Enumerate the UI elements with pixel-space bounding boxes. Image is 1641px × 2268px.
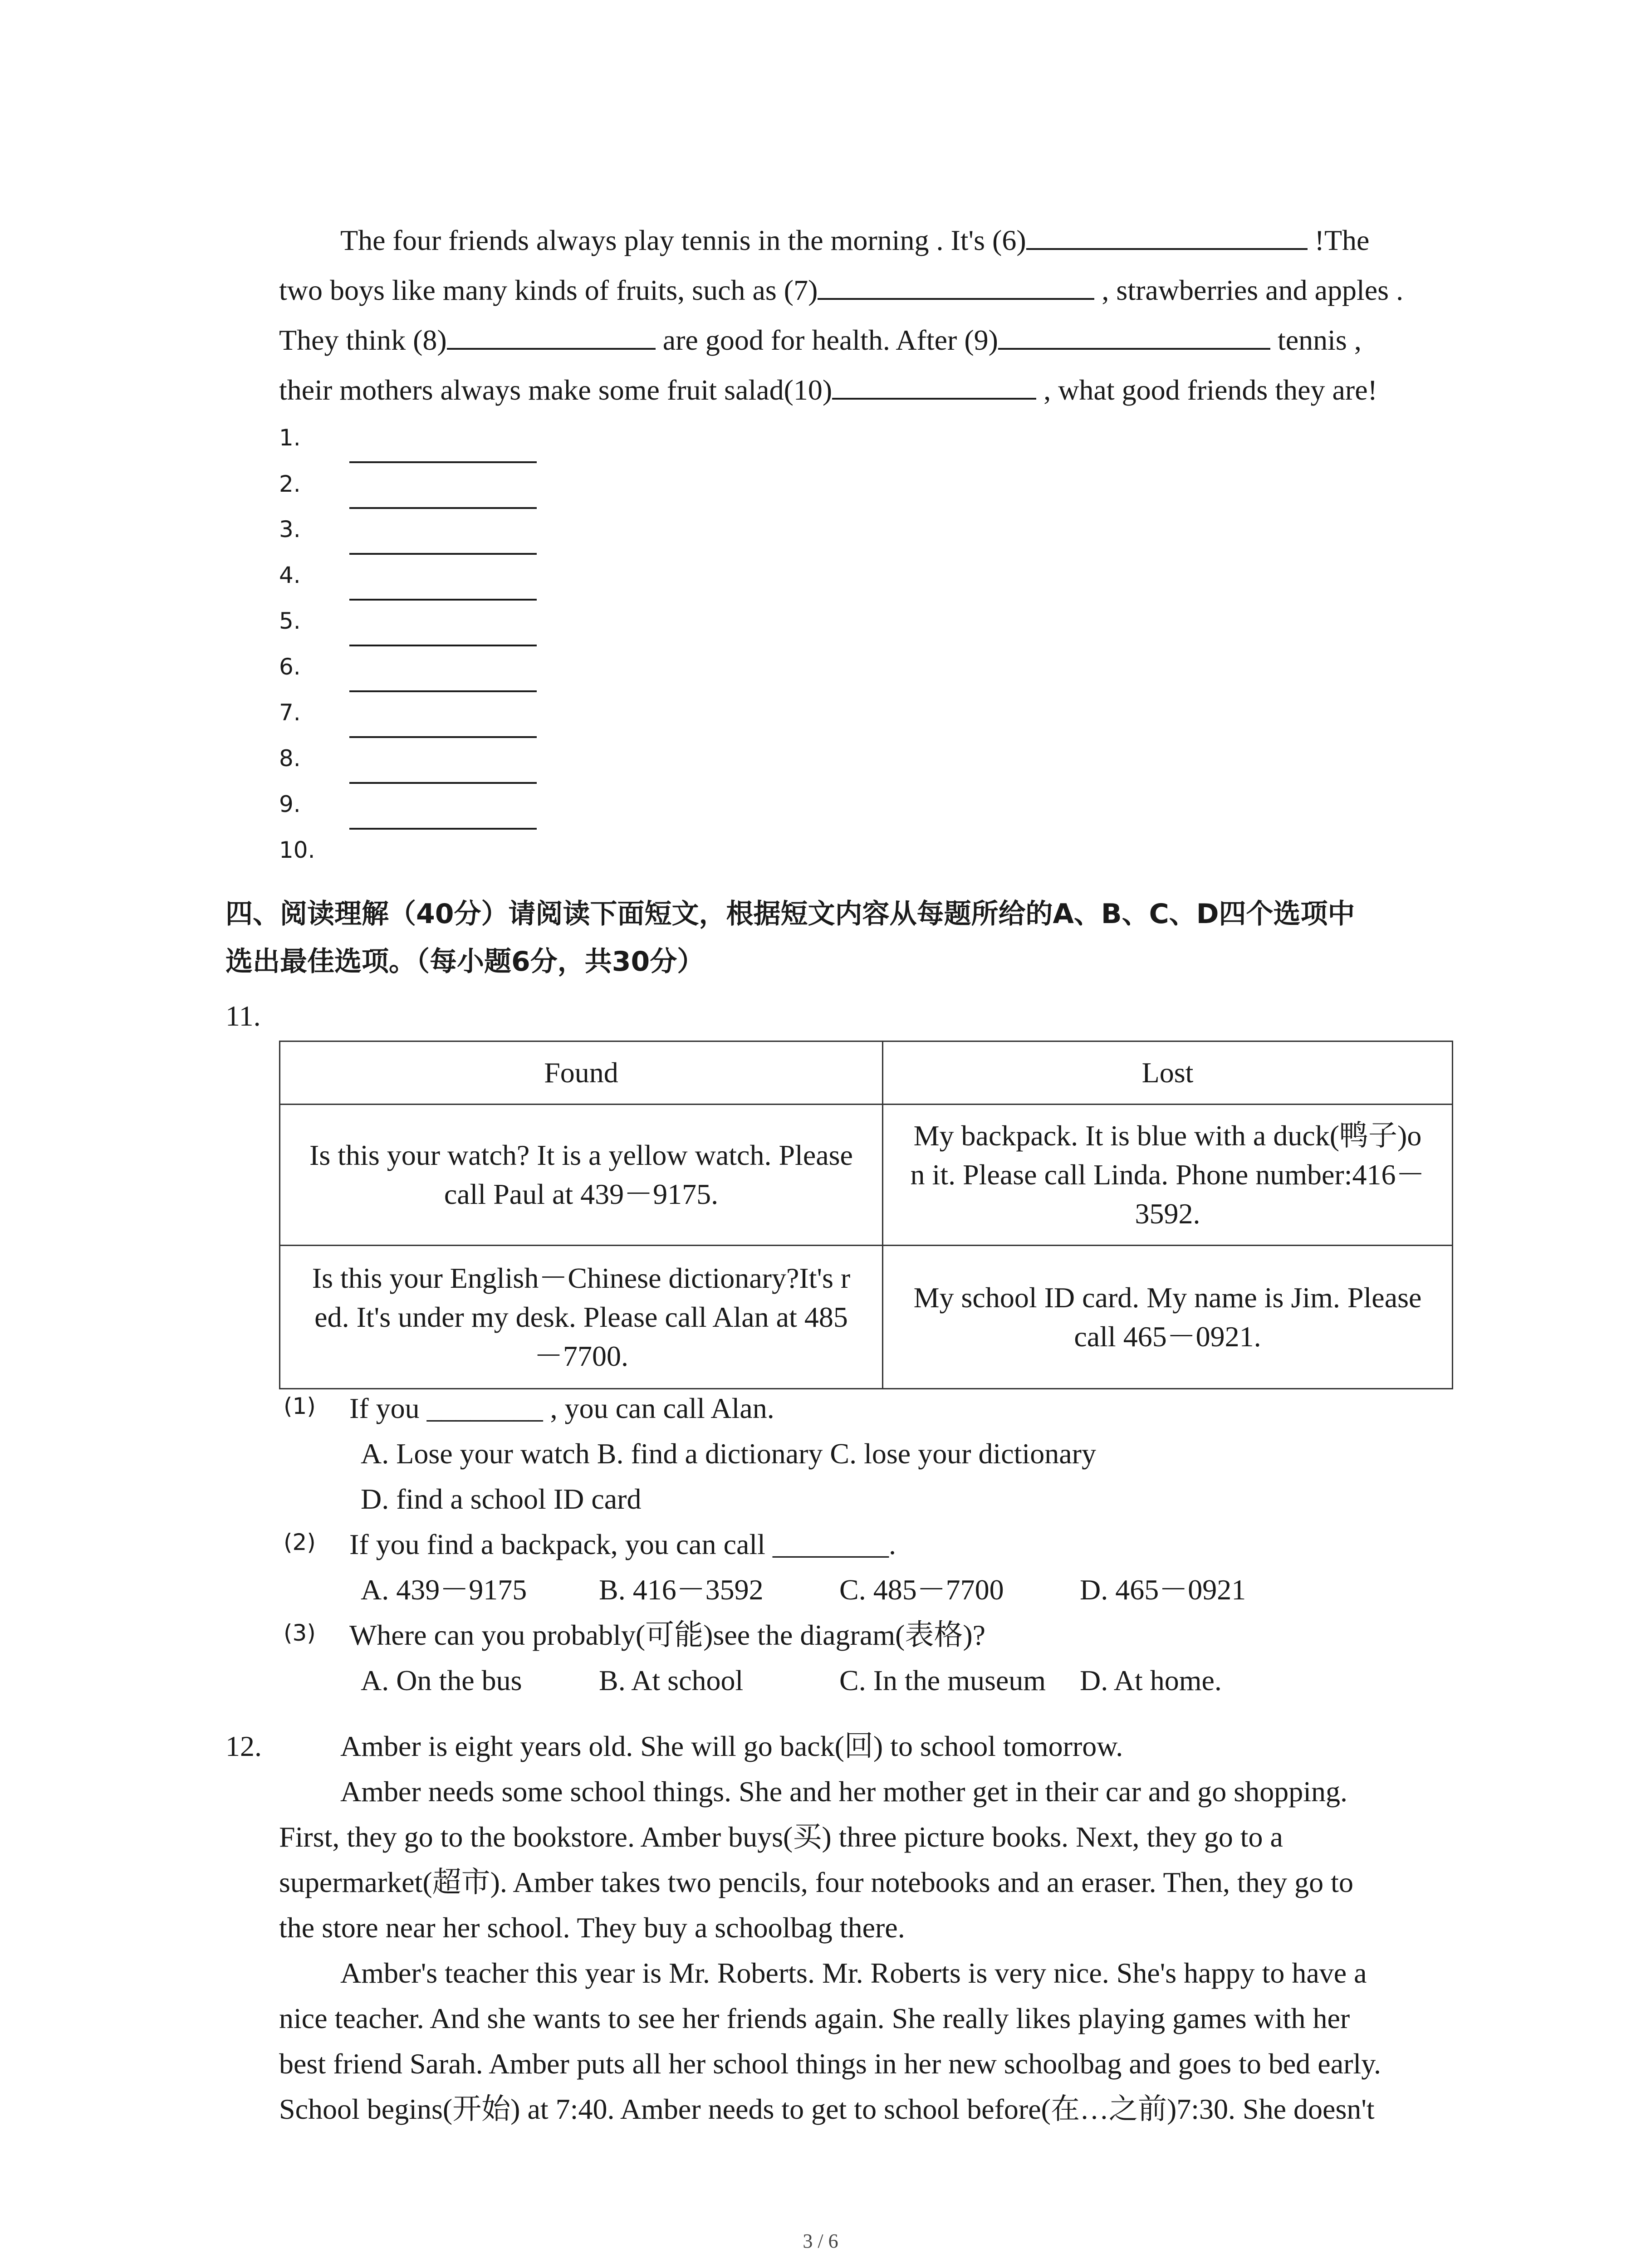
cell-line: n it. Please call Linda. Phone number:416－ <box>910 1158 1425 1191</box>
reading-line: Amber needs some school things. She and her mother get in their car and go shopping. <box>340 1775 1347 1808</box>
table-header-row <box>280 1041 1453 1105</box>
answer-line-7[interactable] <box>349 736 537 738</box>
cell-line: My school ID card. My name is Jim. Please <box>913 1281 1422 1314</box>
cell-line: call Paul at 439－9175. <box>444 1178 719 1210</box>
cell-line: call 465－0921. <box>1074 1320 1261 1353</box>
answer-number: 10. <box>279 837 315 863</box>
answer-number: 6. <box>279 654 301 680</box>
passage-text: tennis , <box>1270 324 1362 356</box>
options-line: D. find a school ID card <box>361 1483 642 1515</box>
sub-question-text: If you ________ , you can call Alan. <box>349 1392 774 1424</box>
answer-number: 2. <box>279 471 301 497</box>
answer-number: 5. <box>279 608 301 634</box>
answer-number: 9. <box>279 791 301 817</box>
cell-line: Is this your watch? It is a yellow watch. Please <box>309 1139 853 1171</box>
passage-text: are good for health. After (9) <box>655 324 998 356</box>
passage-text: , strawberries and apples . <box>1094 274 1404 306</box>
table-cell-found <box>280 1105 883 1246</box>
reading-line: Amber is eight years old. She will go back(回) to school tomorrow. <box>340 1730 1123 1762</box>
cell-line: －7700. <box>534 1339 628 1372</box>
section-heading-line-2: 选出最佳选项。（每小题6分，共30分） <box>225 946 705 978</box>
reading-line: the store near her school. They buy a schoolbag there. <box>279 1911 905 1944</box>
reading-line: First, they go to the bookstore. Amber buys(买) three picture books. Next, they go to a <box>279 1821 1283 1853</box>
table-row <box>280 1246 1453 1389</box>
table-header-found: Found <box>280 1041 883 1105</box>
answer-number: 4. <box>279 562 301 588</box>
reading-line: best friend Sarah. Amber puts all her school things in her new schoolbag and goes to bed early. <box>279 2048 1381 2080</box>
passage-text: They think (8) <box>279 324 447 356</box>
answer-line-2[interactable] <box>349 507 537 509</box>
cell-line: My backpack. It is blue with a duck(鸭子)o <box>913 1119 1422 1152</box>
option-b: B. At school <box>599 1664 744 1696</box>
options-line: A. Lose your watch B. find a dictionary C. lose your dictionary <box>361 1437 1096 1470</box>
sub-question-number: (1) <box>284 1393 316 1419</box>
sub-question-text: Where can you probably(可能)see the diagram(表格)? <box>349 1619 986 1651</box>
passage-line-2 <box>279 272 1403 308</box>
reading-line: Amber's teacher this year is Mr. Roberts. Mr. Roberts is very nice. She's happy to have a <box>340 1957 1367 1989</box>
answer-line-6[interactable] <box>349 690 537 692</box>
passage-line-1 <box>340 222 1369 259</box>
option-a: A. On the bus <box>361 1664 522 1696</box>
answer-number: 3. <box>279 516 301 543</box>
passage-text: !The <box>1307 224 1370 256</box>
section-heading-line-1: 四、阅读理解（40分）请阅读下面短文，根据短文内容从每题所给的A、B、C、D四个选项中 <box>225 898 1355 930</box>
lost-found-table <box>279 1041 1453 1389</box>
reading-line: School begins(开始) at 7:40. Amber needs to get to school before(在…之前)7:30. She doesn't <box>279 2093 1375 2125</box>
passage-text: their mothers always make some fruit salad(10) <box>279 374 833 406</box>
option-d: D. 465－0921 <box>1080 1574 1246 1606</box>
reading-line: nice teacher. And she wants to see her friends again. She really likes playing games with her <box>279 2002 1350 2034</box>
table-row <box>280 1105 1453 1246</box>
sub-question-text: If you find a backpack, you can call ________. <box>349 1528 896 1560</box>
option-a: A. 439－9175 <box>361 1574 527 1606</box>
option-c: C. In the museum <box>839 1664 1046 1696</box>
answer-line-5[interactable] <box>349 645 537 646</box>
passage-text: , what good friends they are! <box>1036 374 1377 406</box>
blank-8 <box>447 323 656 350</box>
answer-line-9[interactable] <box>349 828 537 830</box>
option-b: B. 416－3592 <box>599 1574 764 1606</box>
answer-line-4[interactable] <box>349 599 537 601</box>
passage-text: The four friends always play tennis in the morning . It's (6) <box>340 224 1026 256</box>
passage-line-4 <box>279 372 1377 408</box>
table-cell-lost <box>883 1246 1453 1389</box>
answer-number: 1. <box>279 425 301 451</box>
table-header-lost: Lost <box>883 1041 1453 1105</box>
sub-question-number: (3) <box>284 1620 316 1646</box>
sub-question-number: (2) <box>284 1529 316 1555</box>
question-number-11: 11. <box>225 1000 261 1032</box>
passage-line-3 <box>279 322 1362 358</box>
answer-line-3[interactable] <box>349 553 537 555</box>
option-d: D. At home. <box>1080 1664 1222 1696</box>
cell-line: 3592. <box>1135 1198 1200 1230</box>
answer-line-8[interactable] <box>349 782 537 784</box>
blank-10 <box>832 372 1036 400</box>
answer-number: 7. <box>279 699 301 726</box>
cell-line: Is this your English－Chinese dictionary?It's r <box>312 1261 851 1294</box>
blank-6 <box>1026 223 1308 250</box>
passage-text: two boys like many kinds of fruits, such as (7) <box>279 274 818 306</box>
blank-9 <box>998 323 1270 350</box>
page-number: 3 / 6 <box>803 2230 838 2252</box>
reading-line: supermarket(超市). Amber takes two pencils, four notebooks and an eraser. Then, they go to <box>279 1866 1353 1898</box>
question-number-12: 12. <box>225 1730 262 1762</box>
option-c: C. 485－7700 <box>839 1574 1004 1606</box>
table-cell-lost <box>883 1105 1453 1246</box>
answer-number: 8. <box>279 745 301 772</box>
blank-7 <box>818 273 1094 300</box>
table-cell-found <box>280 1246 883 1389</box>
answer-line-1[interactable] <box>349 461 537 463</box>
cell-line: ed. It's under my desk. Please call Alan at 485 <box>314 1300 848 1333</box>
